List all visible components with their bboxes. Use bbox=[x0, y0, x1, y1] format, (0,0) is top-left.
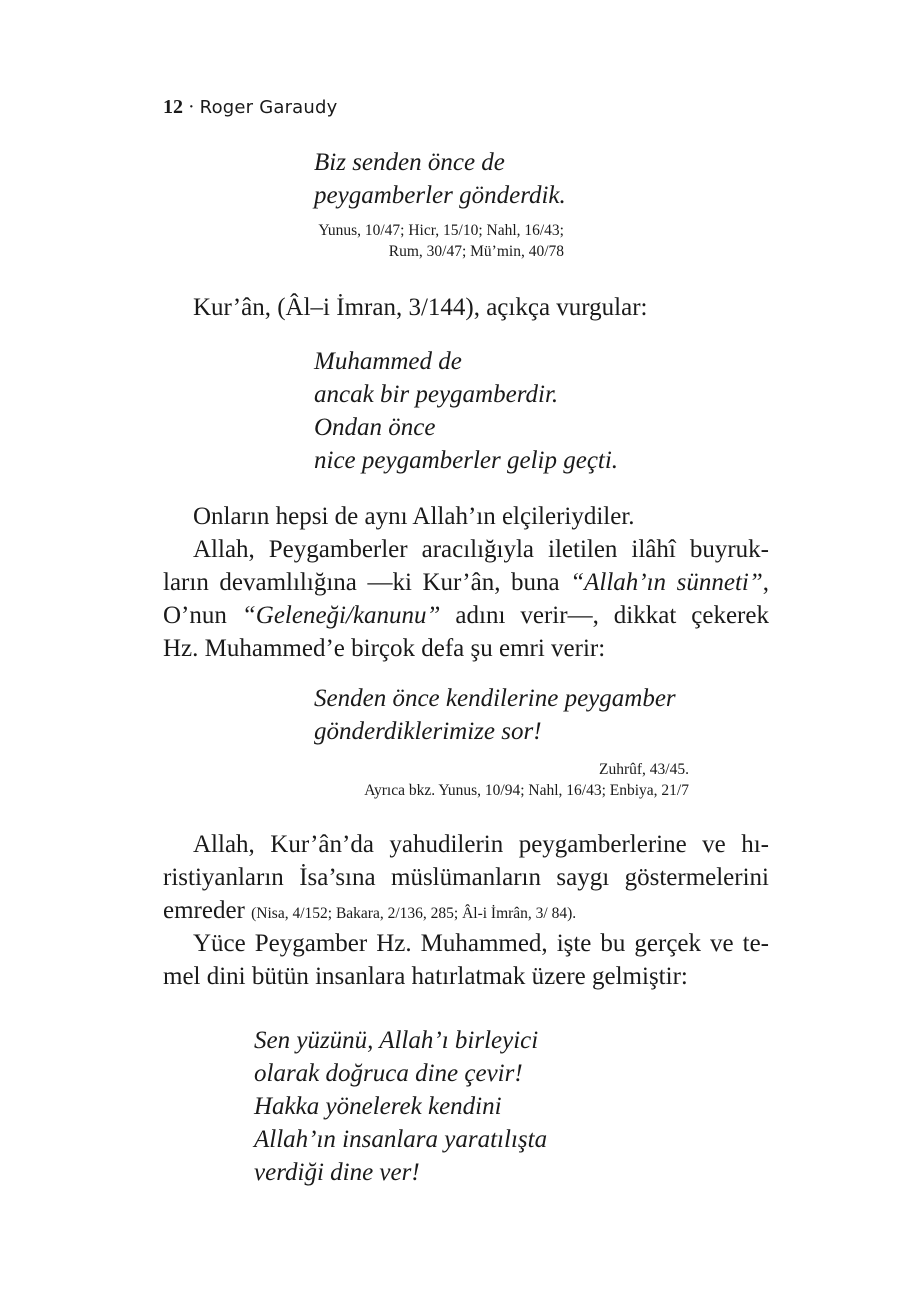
paragraph-line: O’nun “Geleneği/kanunu” adını verir—, dikkat çekerek bbox=[163, 602, 769, 629]
verse-line: Muhammed de bbox=[314, 348, 462, 375]
verse-line: Biz senden önce de bbox=[314, 149, 505, 176]
verse-quote-2 bbox=[314, 345, 618, 477]
verse-quote-1 bbox=[314, 146, 566, 212]
verse-line: nice peygamberler gelip geçti. bbox=[314, 447, 619, 474]
paragraph-line: mel dini bütün insanlara hatırlatmak üzere gelmiştir: bbox=[163, 963, 688, 990]
paragraph-4 bbox=[163, 927, 769, 993]
author-name: Roger Garaudy bbox=[199, 97, 338, 118]
paragraph-line: ristiyanların İsa’sına müslümanların saygı göstermelerini bbox=[163, 864, 769, 891]
citation-text: (Nisa, 4/152; Bakara, 2/136, 285; Âl-i İmrân, 3/ 84). bbox=[251, 905, 577, 922]
verse-line: ancak bir peygamberdir. bbox=[314, 381, 559, 408]
verse-line: Senden önce kendilerine peygamber bbox=[314, 685, 676, 712]
verse-reference-1 bbox=[318, 220, 564, 262]
reference-line: Rum, 30/47; Mü’min, 40/78 bbox=[388, 243, 564, 260]
verse-line: Allah’ın insanlara yaratılışta bbox=[254, 1126, 548, 1153]
paragraph-line: Onların hepsi de aynı Allah’ın elçileriydiler. bbox=[193, 503, 635, 530]
verse-line: verdiği dine ver! bbox=[254, 1159, 420, 1186]
paragraph-line: Yüce Peygamber Hz. Muhammed, işte bu gerçek ve te- bbox=[193, 930, 769, 957]
paragraph-2 bbox=[163, 500, 769, 665]
paragraph-line: Allah, Kur’ân’da yahudilerin peygamberlerine ve hı- bbox=[193, 831, 769, 858]
paragraph-line: Allah, Peygamberler aracılığıyla iletilen ilâhî buyruk- bbox=[193, 536, 769, 563]
paragraph-line: Hz. Muhammed’e birçok defa şu emri verir: bbox=[163, 635, 606, 662]
paragraph-1 bbox=[163, 291, 769, 324]
header-separator: · bbox=[188, 96, 195, 118]
emphasis-text: “Allah’ın sünneti” bbox=[570, 569, 763, 596]
emphasis-text: “Geleneği/kanunu” bbox=[241, 602, 441, 629]
paragraph-line: Kur’ân, (Âl–i İmran, 3/144), açıkça vurgular: bbox=[193, 294, 648, 321]
verse-line: olarak doğruca dine çevir! bbox=[254, 1060, 523, 1087]
reference-line: Ayrıca bkz. Yunus, 10/94; Nahl, 16/43; Enbiya, 21/7 bbox=[364, 782, 689, 799]
verse-line: gönderdiklerimize sor! bbox=[314, 718, 542, 745]
verse-line: peygamberler gönderdik. bbox=[314, 182, 566, 209]
verse-line: Ondan önce bbox=[314, 414, 436, 441]
verse-quote-4 bbox=[254, 1024, 547, 1189]
page-number: 12 bbox=[163, 96, 183, 118]
paragraph-line: ların devamlılığına —ki Kur’ân, buna “Allah’ın sünneti”, bbox=[163, 569, 769, 596]
verse-quote-3 bbox=[314, 682, 676, 748]
paragraph-line: emreder (Nisa, 4/152; Bakara, 2/136, 285; Âl-i İmrân, 3/ 84). bbox=[163, 897, 577, 924]
reference-line: Zuhrûf, 43/45. bbox=[599, 761, 689, 778]
reference-line: Yunus, 10/47; Hicr, 15/10; Nahl, 16/43; bbox=[318, 222, 564, 239]
page-header bbox=[163, 94, 338, 121]
verse-line: Hakka yönelerek kendini bbox=[254, 1093, 502, 1120]
verse-reference-3 bbox=[364, 759, 689, 801]
paragraph-3 bbox=[163, 828, 769, 927]
verse-line: Sen yüzünü, Allah’ı birleyici bbox=[254, 1027, 539, 1054]
